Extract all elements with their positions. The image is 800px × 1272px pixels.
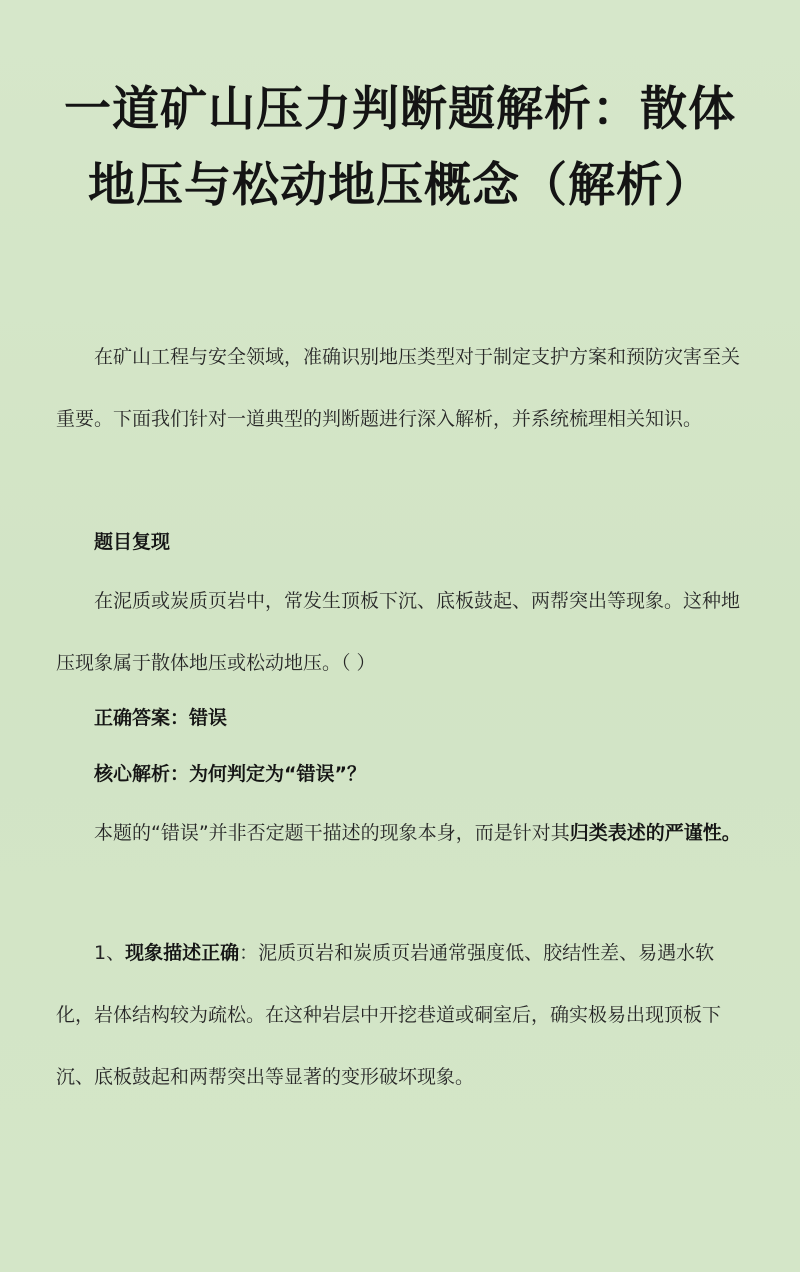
question-text: 在泥质或炭质页岩中，常发生顶板下沉、底板鼓起、两帮突出等现象。这种地压现象属于散体地压或松动地压。（ ）: [56, 590, 741, 674]
point1-heading: 现象描述正确: [125, 942, 240, 964]
point1-paragraph: [56, 922, 744, 1108]
question-block: [56, 570, 744, 694]
answer-block: [56, 688, 744, 748]
point1-text: ：泥质页岩和炭质页岩通常强度低、胶结性差、易遇水软化，岩体结构较为疏松。在这种岩层中开挖巷道或硐室后，确实极易出现顶板下沉、底板鼓起和两帮突出等显著的变形破坏现象。: [56, 942, 722, 1088]
analysis-paragraph: [56, 800, 744, 866]
answer-line: [56, 688, 744, 748]
answer-label: 正确答案：: [94, 707, 190, 729]
question-heading: 题目复现: [94, 531, 171, 553]
analysis-block: [56, 800, 744, 866]
question-heading-block: [56, 512, 744, 572]
analysis-emphasis: 归类表述的严谨性。: [569, 822, 741, 844]
intro-block: [56, 326, 744, 450]
point1-number: 1、: [94, 942, 126, 964]
article-title: 一道矿山压力判断题解析：散体地压与松动地压概念（解析）: [64, 82, 736, 213]
point1-block: [56, 922, 744, 1108]
intro-paragraph: 在矿山工程与安全领域，准确识别地压类型对于制定支护方案和预防灾害至关重要。下面我们针对一道典型的判断题进行深入解析，并系统梳理相关知识。: [56, 346, 741, 430]
analysis-text: 本题的“错误”并非否定题干描述的现象本身，而是针对其: [94, 822, 570, 844]
analysis-heading-block: [56, 744, 744, 804]
answer-value: 错误: [189, 707, 228, 729]
analysis-heading: 核心解析：为何判定为“错误”？: [94, 763, 366, 785]
